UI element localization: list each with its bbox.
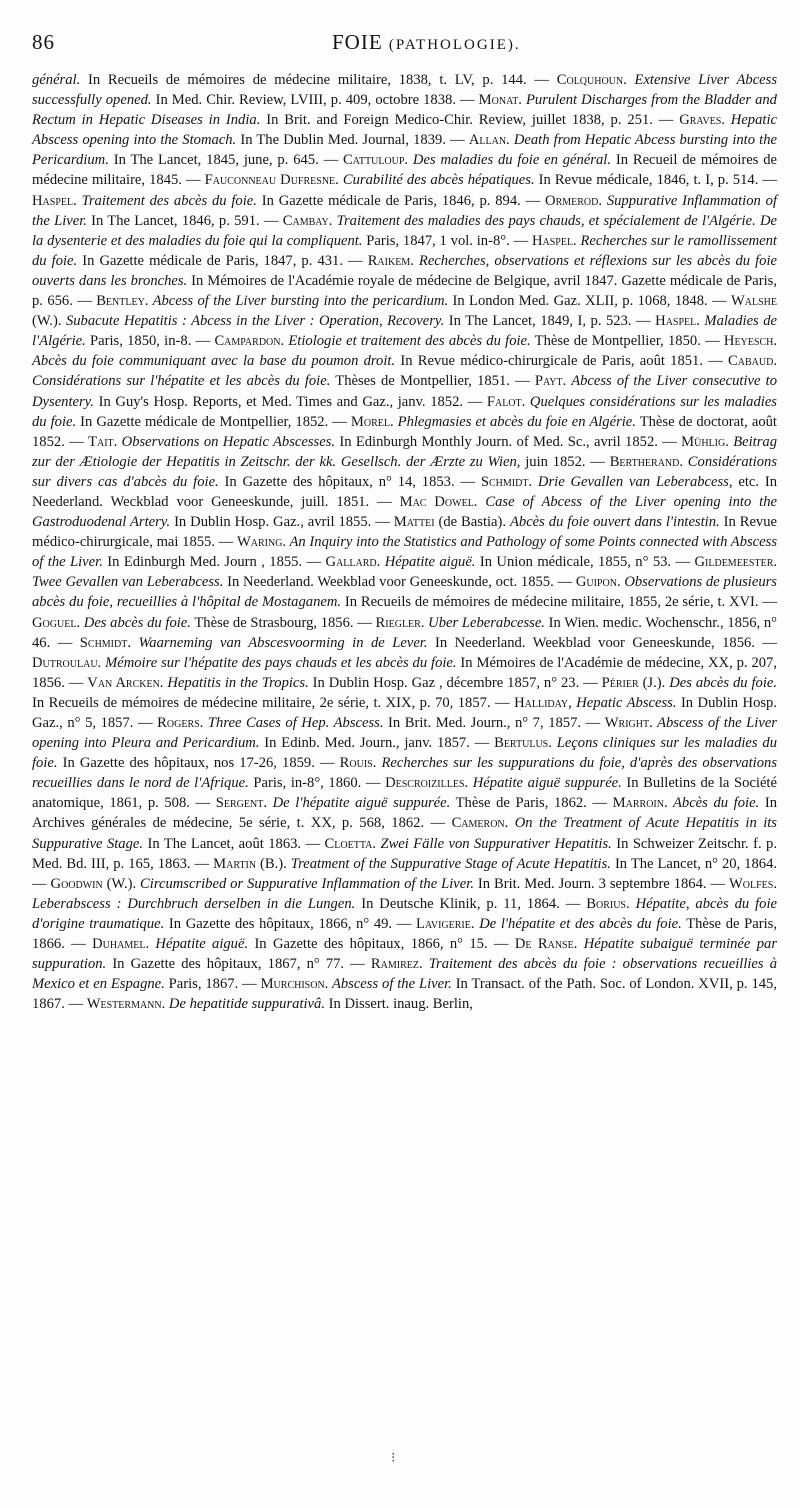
work-title: Curabilité des abcès hépatiques. [338, 172, 535, 189]
author-name: Schmidt. [480, 473, 533, 490]
work-title: De l'hépatite aiguë suppurée. [267, 795, 451, 812]
author-name: Sergent. [215, 795, 267, 812]
author-name: Murchison. [260, 976, 329, 993]
citation-text: Thèse de Montpellier, 1850. — [530, 333, 724, 350]
citation-text: In Dublin Hosp. Gaz., n° 5, 1857. — [32, 694, 777, 731]
citation-text: In Deutsche Klinik, p. 11, 1864. — [355, 895, 587, 912]
citation-text: In Union médicale, 1855, n° 53. — [475, 554, 695, 571]
citation-text: etc. In Neederland. Weckblad voor Geneeskunde, juill. 1851. — [32, 473, 777, 510]
work-title: Twee Gevallen van Leberabcess. [32, 574, 224, 591]
author-name: Lavigerie. [416, 915, 475, 932]
author-name: Halliday, [514, 694, 572, 711]
citation-text: In Recueils de mémoires de médecine militaire, 1838, t. LV, p. 144. — [80, 72, 557, 88]
citation-text: Paris, 1850, in-8. — [85, 333, 215, 350]
author-name: Rogers. [157, 715, 204, 731]
author-name: Descroizilles. [385, 775, 469, 792]
work-title: Case of Abcess of the Liver opening into the Gastroduodenal Artery. [32, 493, 777, 531]
bottom-mark: ⁝ [391, 1451, 396, 1466]
work-title: Abcès du foie. [667, 795, 760, 812]
author-name: Schmidt. [79, 634, 131, 651]
work-title: Traitement des abcès du foie : observations recueillies à Mexico et en Espagne. [32, 956, 777, 993]
work-title: Subacute Hepatitis : Abcess in the Liver : Operation, Recovery. [61, 313, 445, 330]
work-title: Treatment of the Suppurative Stage of Acute Hepatitis. [286, 855, 611, 872]
work-title: général. [32, 72, 81, 88]
citation-text: In Gazette médicale de Paris, 1847, p. 431. — [77, 252, 368, 269]
work-title: Des maladies du foie en général. [408, 152, 611, 169]
work-title: Recherches sur le ramollissement du foie. [32, 232, 777, 269]
author-name: Cambay. [282, 212, 333, 229]
running-head-title: FOIE [332, 30, 383, 54]
work-title: Abscess of the Liver opening into Pleura and Pericardium. [32, 715, 777, 752]
citation-text: juin 1852. — [520, 453, 610, 470]
author-name: Gildemeester. [694, 554, 778, 571]
work-title: Drie Gevallen van Leberabcess, [532, 473, 733, 490]
citation-text: In Recueils de mémoires de médecine militaire, 1855, 2e série, t. XVI. — [341, 594, 777, 611]
citation-text: In Recueil de mémoires de médecine militaire, 1845. — [32, 152, 778, 189]
citation-text: In Recueils de mémoires de médecine militaire, 2e série, t. XIX, p. 70, 1857. — [32, 694, 515, 711]
citation-text: In London Med. Gaz. XLII, p. 1068, 1848. — [448, 293, 731, 310]
citation-text: In Mémoires de l'Académie de médecine, XX, p. 207, 1856. — [32, 654, 777, 691]
citation-text: In Gazette médicale de Montpellier, 1852. — [76, 413, 351, 430]
citation-text: In Mémoires de l'Académie royale de médecine de Belgique, avril 1847. Gazette médicale de Paris, p. 656. — [32, 272, 778, 310]
work-title: Traitement des maladies des pays chauds, et spécialement de l'Algérie. De la dysenterie et des maladies du foie qui la compliquent. [32, 212, 777, 249]
author-name: Falot. [486, 393, 526, 410]
running-head [332, 30, 521, 55]
work-title: Circumscribed or Suppurative Inflammation of the Liver. [136, 875, 474, 892]
work-title: Observations on Hepatic Abscesses. [117, 433, 336, 450]
citation-text: In Brit. and Foreign Medico-Chir. Review, juillet 1838, p. 251. — [260, 112, 680, 129]
citation-text: In Archives générales de médecine, 5e série, t. XX, p. 568, 1862. — [32, 795, 778, 832]
work-title: Hepatic Abscess. [571, 694, 677, 711]
author-name: Cameron. [451, 815, 509, 832]
author-name: Gallard. [325, 554, 381, 571]
author-name: De Ranse. [514, 936, 578, 953]
citation-text: Thèse de doctorat, août 1852. — [32, 413, 777, 450]
work-title: Waarneming van Abscesvoorming in de Lever. [131, 634, 428, 651]
page-header [32, 30, 777, 60]
citation-text: Paris, 1867. — [164, 976, 261, 993]
citation-text: In Dissert. inaug. Berlin, [324, 996, 473, 1013]
author-name: Bertherand. [609, 453, 684, 470]
citation-text: In Gazette des hôpitaux, nos 17-26, 1859. — [57, 755, 340, 772]
author-name: Mattei [393, 514, 435, 531]
citation-text: In Gazette médicale de Paris, 1846, p. 894. — [256, 192, 546, 209]
citation-text: In Edinb. Med. Journ., janv. 1857. — [259, 735, 495, 752]
author-name: Cloetta. [324, 835, 377, 852]
work-title: Maladies de l'Algérie. [32, 313, 778, 350]
work-title: Considérations sur l'hépatite et les abcès du foie. [32, 373, 331, 390]
author-name: Payt. [534, 373, 567, 390]
author-name: Mühlig. [681, 433, 729, 450]
author-name: Haspel. [531, 232, 577, 249]
citation-text: In The Lancet, 1849, I, p. 523. — [444, 313, 656, 330]
citation-text: In The Lancet, 1845, june, p. 645. — [108, 152, 344, 169]
author-name: Mac Dowel. [399, 493, 478, 510]
work-title: Three Cases of Hep. Abscess. [203, 715, 384, 731]
citation-text: In Bulletins de la Société anatomique, 1861, p. 508. — [32, 775, 777, 812]
citation-text: In Edinburgh Monthly Journ. of Med. Sc., avril 1852. — [335, 433, 682, 450]
author-name: Bertulus. [494, 735, 552, 752]
work-title: Abcès du foie ouvert dans l'intestin. [509, 514, 720, 531]
citation-text: In Revue médicale, 1846, t. I, p. 514. — [534, 172, 777, 189]
author-name: Marroin. [612, 795, 668, 812]
citation-text: In Dublin Hosp. Gaz., avril 1855. — [170, 514, 394, 531]
author-name: Riegler. [375, 614, 425, 631]
citation-text: In Gazette des hôpitaux, 1867, n° 77. — [106, 956, 371, 973]
work-title: Hépatite subaiguë terminée par suppuration. [32, 936, 778, 973]
author-name: Colquhoun. [556, 72, 627, 88]
author-name: Haspel. [32, 192, 77, 209]
author-name: Goodwin (W.). [50, 875, 137, 892]
author-name: Heyesch. [723, 333, 777, 350]
citation-text: In Med. Chir. Review, LVIII, p. 409, octobre 1838. — [151, 92, 479, 109]
work-title: Traitement des abcès du foie. [76, 192, 257, 209]
citation-text: In Neederland. Weekblad voor Geneeskunde, 1856. — [427, 634, 777, 651]
bibliography-paragraph [32, 70, 777, 1014]
citation-text: In Gazette des hôpitaux, 1866, n° 49. — [164, 915, 417, 932]
author-name: Walshe (W.). [32, 293, 777, 330]
work-title: Hépatite aiguë. [149, 936, 249, 953]
author-name: Guipon. [575, 574, 621, 591]
citation-text: Thèses de Montpellier, 1851. — [330, 373, 535, 390]
work-title: Abscess of the Liver. [328, 976, 452, 993]
work-title: Recherches sur les suppurations du foie, d'après des observations recueillies dans le nord de l'Afrique. [32, 755, 778, 792]
work-title: Hépatite aiguë. [380, 554, 476, 571]
author-name: Waring. [236, 534, 287, 551]
work-title: Suppurative Inflammation of the Liver. [32, 192, 777, 229]
author-name: Wolfes. [729, 875, 777, 892]
page-number: 86 [32, 30, 55, 54]
citation-text: In Dublin Hosp. Gaz , décembre 1857, n° 23. — [308, 674, 602, 691]
author-name: Morel. [350, 413, 394, 430]
work-title: Hépatite, abcès du foie d'origine traumatique. [32, 895, 777, 932]
work-title: Quelques considérations sur les maladies du foie. [32, 393, 777, 430]
work-title: Hépatite aiguë suppurée. [468, 775, 622, 792]
author-name: Westermann. [86, 996, 166, 1013]
citation-text: In Revue médico-chirurgicale, mai 1855. — [32, 514, 777, 551]
work-title: Recherches, observations et réflexions sur les abcès du foie ouverts dans les bronches. [32, 252, 777, 289]
running-head-subtitle: (PATHOLOGIE). [388, 37, 521, 53]
citation-text: In Gazette des hôpitaux, n° 14, 1853. — [218, 473, 481, 490]
citation-text: In Guy's Hosp. Reports, et Med. Times and Gaz., janv. 1852. — [94, 393, 487, 410]
citation-text: In Brit. Med. Journ., n° 7, 1857. — [383, 715, 605, 731]
author-name: Cattuloup. [343, 152, 409, 169]
author-name: Martin (B.). [213, 855, 287, 872]
author-name: Monat. [478, 92, 522, 109]
work-title: Extensive Liver Abcess successfully opened. [32, 72, 778, 109]
citation-text: In The Lancet, n° 20, 1864. — [32, 855, 778, 892]
citation-text: Paris, in-8°, 1860. — [248, 775, 386, 792]
author-name: Ormerod. [545, 192, 603, 209]
work-title: Etiologie et traitement des abcès du foie. [284, 333, 531, 350]
work-title: Phlegmasies et abcès du foie en Algérie. [393, 413, 636, 430]
citation-text: In Wien. medic. Wochenschr., 1856, n° 46. — [32, 614, 777, 651]
work-title: Beitrag zur der Ætiologie der Hepatitis in Zeitschr. der kk. Gesellsch. der Ærzte zu Wien, [32, 433, 777, 470]
work-title: Mémoire sur l'hépatite des pays chauds et les abcès du foie. [101, 654, 457, 671]
work-title: An Inquiry into the Statistics and Pathology of some Points connected with Abscess of the Liver. [32, 534, 777, 571]
work-title: Leçons cliniques sur les maladies du foie. [32, 735, 777, 772]
author-name: Fauconneau Dufresne. [204, 172, 339, 189]
citation-text: In Revue médico-chirurgicale de Paris, août 1851. — [395, 353, 729, 370]
author-name: Campardon. [214, 333, 285, 350]
citation-text: In Transact. of the Path. Soc. of London. XVII, p. 145, 1867. — [32, 976, 777, 1013]
author-name: Graves. [679, 112, 725, 129]
work-title: Observations de plusieurs abcès du foie, recueillies à l'hôpital de Mostaganem. [32, 574, 777, 611]
work-title: Death from Hepatic Abcess bursting into the Pericardium. [32, 132, 777, 169]
citation-text: Thèse de Paris, 1866. — [32, 915, 777, 953]
work-title: Hepatic Abscess opening into the Stomach. [32, 112, 777, 149]
author-name: Périer (J.). [601, 674, 666, 691]
work-title: Zwei Fälle von Suppurativer Hepatitis. [376, 835, 612, 852]
author-name: Haspel. [655, 313, 700, 330]
work-title: Abcès du foie communiquant avec la base du poumon droit. [32, 353, 396, 370]
work-title: Considérations sur divers cas d'abcès du foie. [32, 453, 777, 490]
work-title: De l'hépatite et des abcès du foie. [474, 915, 682, 932]
author-name: Rouis. [339, 755, 377, 772]
work-title: Abcess of the Liver bursting into the pericardium. [148, 293, 449, 310]
citation-text: Thèse de Strasbourg, 1856. — [190, 614, 376, 631]
work-title: Hepatitis in the Tropics. [163, 674, 309, 691]
citation-text: In Gazette des hôpitaux, 1866, n° 15. — [248, 936, 515, 953]
author-name: Dutroulau. [32, 654, 102, 671]
author-name: Cabaud. [728, 353, 777, 370]
citation-text: In Brit. Med. Journ. 3 septembre 1864. — [473, 875, 730, 892]
author-name: Raikem. [367, 252, 414, 269]
author-name: Ramirez. [370, 956, 423, 973]
citation-text: In Schweizer Zeitschr. f. p. Med. Bd. III, p. 165, 1863. — [32, 835, 777, 872]
citation-text: (de Bastia). [434, 514, 510, 531]
citation-text: In The Lancet, 1846, p. 591. — [86, 212, 283, 229]
citation-text: In Edinburgh Med. Journ , 1855. — [102, 554, 326, 571]
work-title: Des abcès du foie. [80, 614, 191, 631]
work-title: On the Treatment of Acute Hepatitis in its Suppurative Stage. [32, 815, 777, 852]
author-name: Goguel. [32, 614, 81, 631]
author-name: Van Arcken. [87, 674, 164, 691]
citation-text: Paris, 1847, 1 vol. in-8°. — [362, 232, 532, 249]
work-title: Purulent Discharges from the Bladder and Rectum in Hepatic Diseases in India. [32, 92, 777, 129]
author-name: Duhamel. [92, 936, 150, 953]
author-name: Wright. [604, 715, 653, 731]
author-name: Borius. [586, 895, 630, 912]
author-name: Allan. [468, 132, 510, 149]
citation-text: Thèse de Paris, 1862. — [450, 795, 613, 812]
author-name: Bentley. [96, 293, 149, 310]
work-title: Des abcès du foie. [665, 674, 778, 691]
citation-text: In The Dublin Med. Journal, 1839. — [236, 132, 469, 149]
work-title: De hepatitide suppurativâ. [165, 996, 325, 1013]
citation-text: In Neederland. Weekblad voor Geneeskunde, oct. 1855. — [223, 574, 576, 591]
work-title: Abcess of the Liver consecutive to Dysentery. [32, 373, 778, 410]
author-name: Tait. [88, 433, 118, 450]
citation-text: In The Lancet, août 1863. — [143, 835, 325, 852]
work-title: Leberabscess : Durchbruch derselben in die Lungen. [32, 895, 356, 912]
work-title: Uber Leberabcesse. [424, 614, 545, 631]
bibliography-text [32, 70, 777, 1014]
